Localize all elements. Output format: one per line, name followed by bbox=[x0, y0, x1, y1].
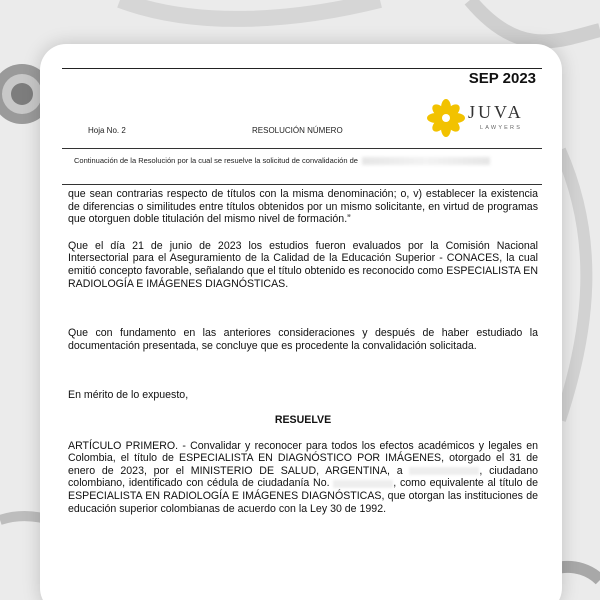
article-first-part-a: ARTÍCULO PRIMERO. - Convalidar y reconocer para todos los efectos académicos y legales en Colombia, el título de ESPECIALISTA EN DIAGNÓSTICO POR IMÁGENES, otorgado el 31 de enero de 2023, por el MINISTERIO DE SALUD, ARGENTINA, a bbox=[68, 439, 538, 477]
resolution-number-label: RESOLUCIÓN NÚMERO bbox=[252, 126, 343, 135]
resolution-body bbox=[68, 188, 538, 515]
page-number-label: Hoja No. 2 bbox=[88, 126, 126, 135]
continuation-line bbox=[74, 156, 490, 165]
article-first bbox=[68, 440, 538, 516]
paragraph-3: Que con fundamento en las anteriores consideraciones y después de haber estudiado la documentación presentada, se concluye que es procedente la convalidación solicitada. bbox=[68, 327, 538, 352]
date-badge: SEP 2023 bbox=[468, 70, 536, 87]
header-divider-bottom bbox=[62, 184, 542, 185]
article-first-part-b: , ciudadano colombiano, identificado con cédula de ciudadanía No. bbox=[68, 464, 538, 490]
top-rule bbox=[62, 68, 542, 69]
document-card bbox=[40, 44, 562, 600]
article-first-part-c: , como equivalente al título de ESPECIALISTA EN RADIOLOGÍA E IMÁGENES DIAGNÓSTICAS, que otorgan las instituciones de educación superior colombianas de acuerdo con la Ley 30 de 1992. bbox=[68, 477, 539, 515]
flower-logo-icon bbox=[426, 98, 466, 138]
header-divider bbox=[62, 148, 542, 149]
juva-logo bbox=[426, 98, 534, 138]
redacted-person-name bbox=[409, 467, 479, 475]
resuelve-heading: RESUELVE bbox=[274, 413, 332, 426]
paragraph-2: Que el día 21 de junio de 2023 los estudios fueron evaluados por la Comisión Nacional Intersectorial para el Aseguramiento de la Calidad de la Educación Superior - CONACES, la cual emitió concepto favorable, señalando que el título obtenido es reconocido como ESPECIALISTA EN RADIOLOGÍA E IMÁGENES DIAGNÓSTICAS. bbox=[68, 239, 538, 290]
logo-wordmark: JUVA bbox=[468, 102, 524, 122]
redacted-id-number bbox=[333, 480, 393, 488]
paragraph-4: En mérito de lo expuesto, bbox=[68, 389, 189, 402]
continuation-text: Continuación de la Resolución por la cual se resuelve la solicitud de convalidación de bbox=[74, 156, 358, 165]
redacted-name bbox=[362, 157, 490, 165]
logo-subtitle: LAWYERS bbox=[480, 125, 523, 131]
document-page bbox=[62, 68, 542, 515]
paragraph-1: que sean contrarias respecto de títulos con la misma denominación; o, v) establecer la existencia de diferencias o similitudes entre títulos obtenidos por un mismo solicitante, en virtud de programas que otorguen doble titulación del mismo nivel de formación.” bbox=[68, 188, 538, 226]
